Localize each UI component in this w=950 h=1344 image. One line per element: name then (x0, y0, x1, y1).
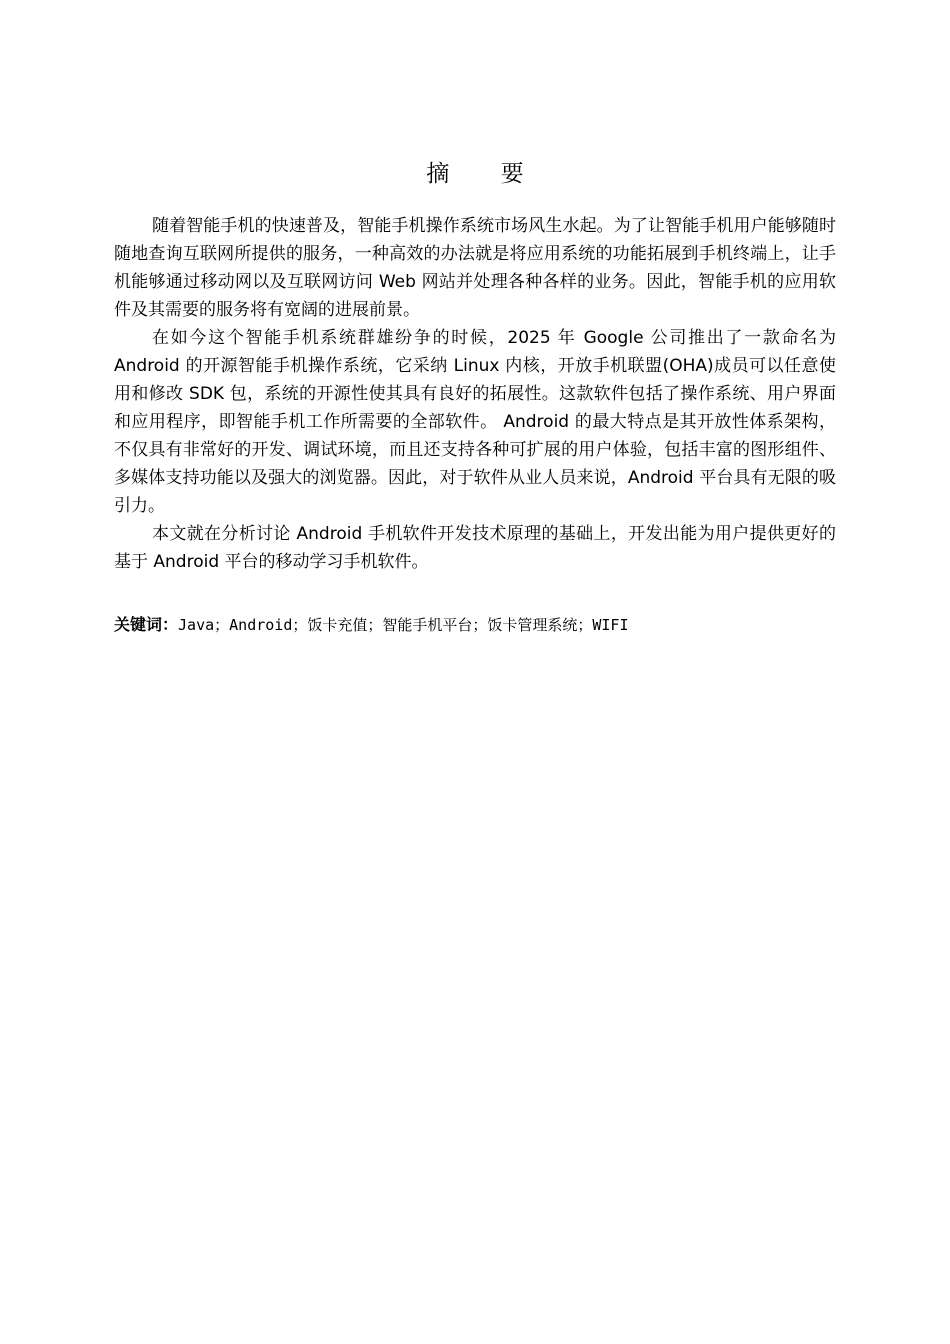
keywords-label: 关键词： (114, 615, 179, 634)
paragraph-2: 在如今这个智能手机系统群雄纷争的时候，2025 年 Google 公司推出了一款命名为 Android 的开源智能手机操作系统，它采纳 Linux 内核，开放手机联盟(OHA)成员可以任意使用和修改 SDK 包，系统的开源性使其具有良好的拓展性。这款软件包括了操作系统、用户界面和应用程序，即智能手机工作所需要的全部软件。 Android 的最大特点是其开放性体系架构，不仅具有非常好的开发、调试环境，而且还支持各种可扩展的用户体验，包括丰富的图形组件、多媒体支持功能以及强大的浏览器。因此，对于软件从业人员来说，Android 平台具有无限的吸引力。 (114, 328, 836, 516)
paragraph-1: 随着智能手机的快速普及，智能手机操作系统市场风生水起。为了让智能手机用户能够随时随地查询互联网所提供的服务，一种高效的办法就是将应用系统的功能拓展到手机终端上，让手机能够通过移动网以及互联网访问 Web 网站并处理各种各样的业务。因此，智能手机的应用软件及其需要的服务将有宽阔的进展前景。 (114, 216, 836, 320)
keywords-values: Java；Android；饭卡充值；智能手机平台；饭卡管理系统；WIFI (178, 616, 629, 634)
keywords-line (114, 611, 854, 640)
page-title: 摘 要 (426, 161, 546, 187)
abstract-body (114, 212, 836, 576)
paragraph-3: 本文就在分析讨论 Android 手机软件开发技术原理的基础上，开发出能为用户提供更好的基于 Android 平台的移动学习手机软件。 (114, 524, 836, 572)
